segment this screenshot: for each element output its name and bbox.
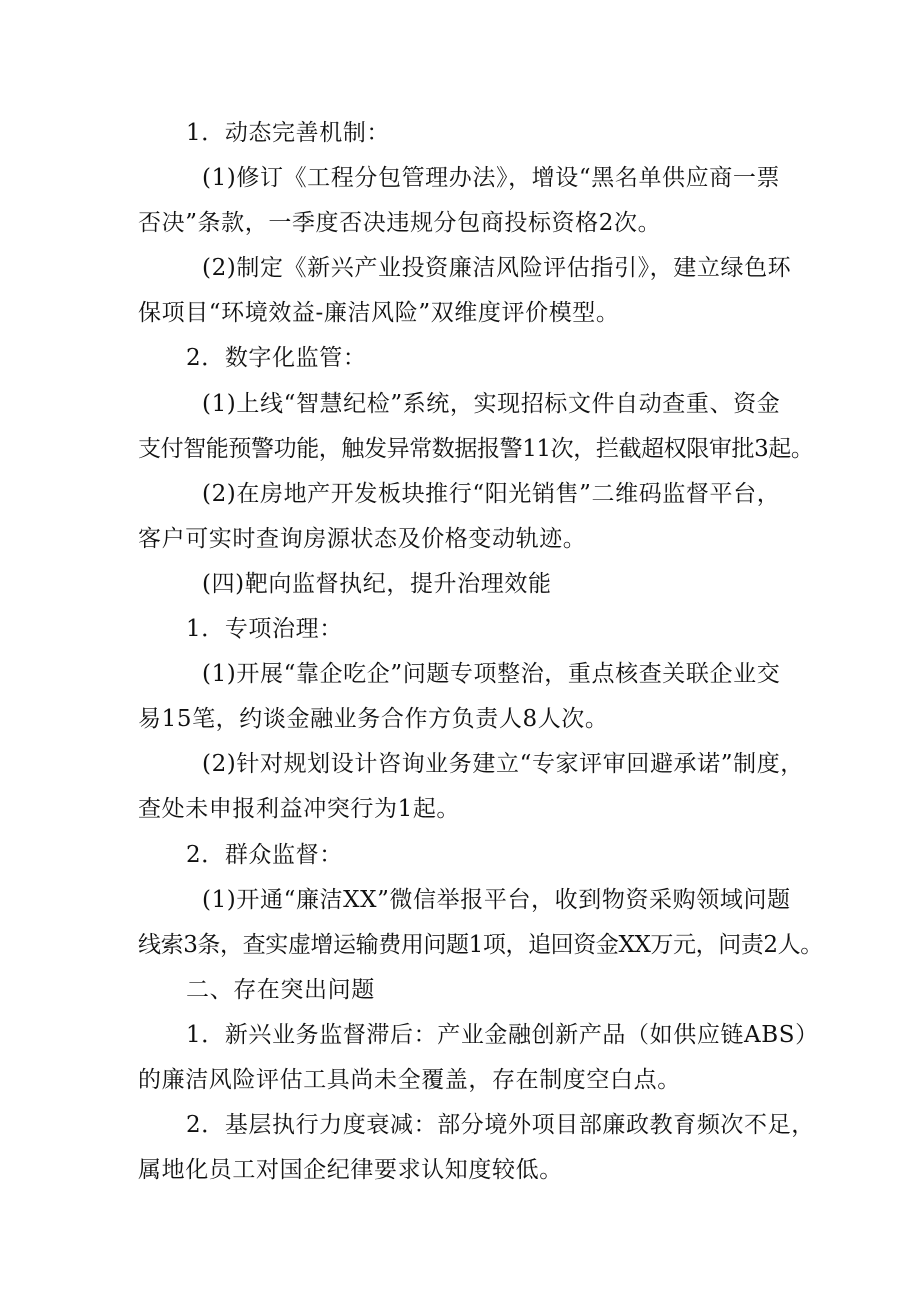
paragraph-line: (1)开通“廉洁XX”微信举报平台，收到物资采购领域问题	[202, 887, 791, 913]
paragraph-line: 线索3条，查实虚增运输费用问题1项，追回资金XX万元，问责2人。	[138, 932, 823, 958]
section-heading-problems: 二、存在突出问题	[186, 977, 375, 1003]
paragraph-line: (1)修订《工程分包管理办法》，增设“黑名单供应商一票	[202, 165, 781, 191]
section-heading-targeted-supervision: (四)靶向监督执纪，提升治理效能	[202, 571, 552, 597]
paragraph-line: (1)开展“靠企吃企”问题专项整治，重点核查关联企业交	[202, 661, 781, 687]
heading-special-governance: 1．专项治理：	[186, 616, 343, 642]
heading-digital-supervision: 2．数字化监管：	[186, 345, 367, 371]
paragraph-line: 保项目“环境效益-廉洁风险”双维度评价模型。	[138, 300, 620, 326]
paragraph-line: (2)在房地产开发板块推行“阳光销售”二维码监督平台，	[202, 481, 781, 507]
paragraph-line: 易15笔，约谈金融业务合作方负责人8人次。	[138, 706, 609, 732]
paragraph-line: 否决”条款，一季度否决违规分包商投标资格2次。	[138, 210, 662, 236]
paragraph-line: 1．新兴业务监督滞后：产业金融创新产品（如供应链ABS）	[186, 1022, 819, 1048]
heading-dynamic-mechanism: 1．动态完善机制：	[186, 120, 391, 146]
paragraph-line: 的廉洁风险评估工具尚未全覆盖，存在制度空白点。	[138, 1067, 681, 1093]
paragraph-line: 2．基层执行力度衰减：部分境外项目部廉政教育频次不足，	[186, 1112, 815, 1138]
paragraph-line: 属地化员工对国企纪律要求认知度较低。	[138, 1157, 563, 1183]
paragraph-line: (2)针对规划设计咨询业务建立“专家评审回避承诺”制度，	[202, 751, 804, 777]
paragraph-line: 客户可实时查询房源状态及价格变动轨迹。	[138, 526, 587, 552]
paragraph-line: (2)制定《新兴产业投资廉洁风险评估指引》，建立绿色环	[202, 255, 792, 281]
paragraph-line: 查处未申报利益冲突行为1起。	[138, 796, 461, 822]
paragraph-line: 支付智能预警功能，触发异常数据报警11次，拦截超权限审批3起。	[138, 436, 814, 462]
paragraph-line: (1)上线“智慧纪检”系统，实现招标文件自动查重、资金	[202, 391, 781, 417]
heading-public-supervision: 2．群众监督：	[186, 842, 343, 868]
